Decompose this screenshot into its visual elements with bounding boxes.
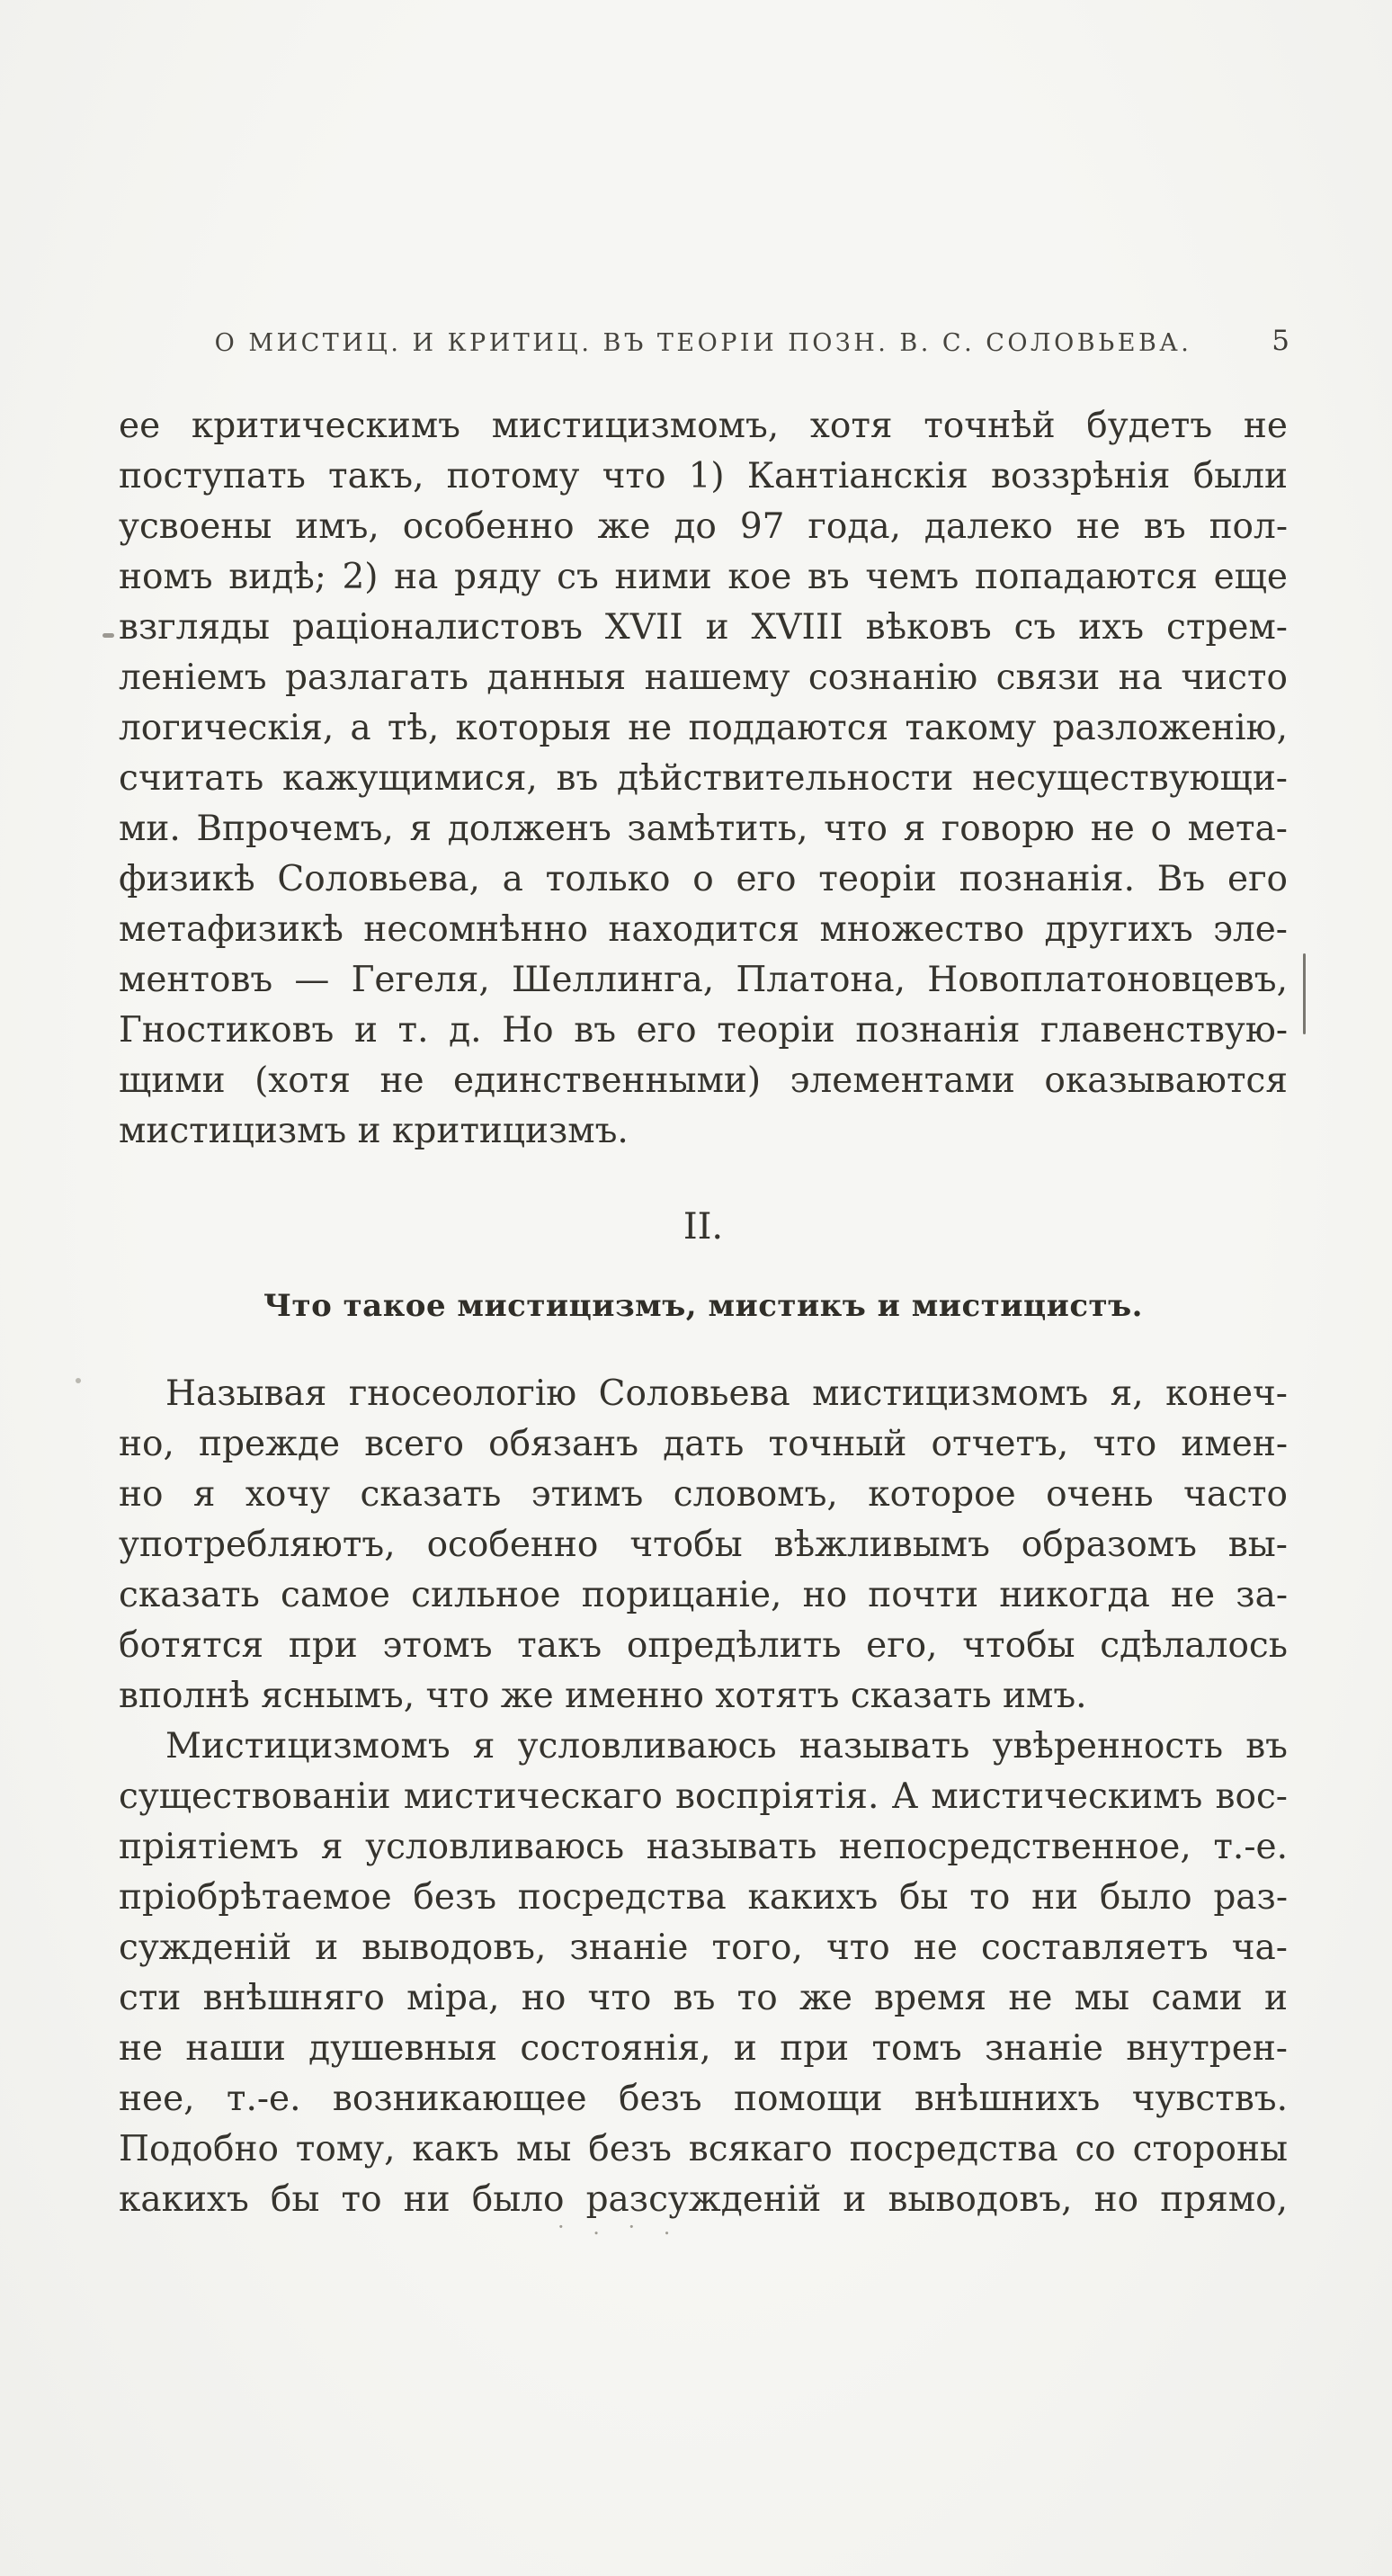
text-line: Гностиковъ и т. д. Но въ его теоріи познанія главенствую-	[119, 1010, 1288, 1051]
text-line: считать кажущимися, въ дѣйствительности несуществующи-	[119, 758, 1288, 799]
paragraph-continuation	[119, 401, 1288, 1157]
text-line: пріобрѣтаемое безъ посредства какихъ бы то ни было раз-	[119, 1877, 1288, 1918]
text-line: Мистицизмомъ я условливаюсь называть увѣренность въ	[165, 1726, 1288, 1767]
text-line: Подобно тому, какъ мы безъ всякаго посредства со стороны	[119, 2129, 1288, 2169]
page-header	[119, 325, 1289, 357]
text-line: сти внѣшняго міра, но что въ то же время не мы сами и	[119, 1978, 1288, 2018]
text-line: ботятся при этомъ такъ опредѣлить его, чтобы сдѣлалось	[119, 1625, 1288, 1666]
page-number: 5	[1272, 325, 1289, 357]
text-line: метафизикѣ несомнѣнно находится множество другихъ эле-	[119, 909, 1288, 950]
text-line: щими (хотя не единственными) элементами оказываются	[119, 1060, 1288, 1101]
text-line: ми. Впрочемъ, я долженъ замѣтить, что я говорю не о мета-	[119, 809, 1288, 849]
scan-specks-bottom: · . · .	[558, 2214, 682, 2240]
text-line: ее критическимъ мистицизмомъ, хотя точнѣй будетъ не	[119, 406, 1288, 446]
text-line: употребляютъ, особенно чтобы вѣжливымъ образомъ вы-	[119, 1525, 1288, 1565]
text-line: но я хочу сказать этимъ словомъ, которое очень часто	[119, 1474, 1288, 1515]
text-line: поступать такъ, потому что 1) Кантіанскія воззрѣнія были	[119, 456, 1288, 496]
text-line: физикѣ Соловьева, а только о его теоріи познанія. Въ его	[119, 859, 1288, 899]
text-line: но, прежде всего обязанъ дать точный отчетъ, что имен-	[119, 1424, 1288, 1464]
running-title: О МИСТИЦ. И КРИТИЦ. ВЪ ТЕОРІИ ПОЗН. В. С. СОЛОВЬЕВА.	[214, 329, 1192, 357]
text-line: нее, т.-е. возникающее безъ помощи внѣшнихъ чувствъ.	[119, 2079, 1288, 2119]
paragraph-mysticism-definition	[119, 1722, 1288, 2225]
text-line: усвоены имъ, особенно же до 97 года, далеко не въ пол-	[119, 506, 1288, 547]
text-line: сказать самое сильное порицаніе, но почти никогда не за-	[119, 1575, 1288, 1615]
scan-speck-left-margin	[103, 633, 114, 638]
section-number: II.	[683, 1206, 724, 1248]
text-line: взгляды раціоналистовъ XVII и XVIII вѣковъ съ ихъ стрем-	[119, 607, 1288, 648]
text-line: ментовъ — Гегеля, Шеллинга, Платона, Новоплатоновцевъ,	[119, 960, 1288, 1000]
text-line: вполнѣ яснымъ, что же именно хотятъ сказать имъ.	[119, 1676, 1087, 1716]
text-block	[119, 401, 1288, 2225]
text-line: леніемъ разлагать данныя нашему сознанію связи на чисто	[119, 657, 1288, 698]
text-line: сужденій и выводовъ, знаніе того, что не составляетъ ча-	[119, 1928, 1288, 1968]
margin-pencil-mark	[1303, 953, 1306, 1034]
text-line: логическія, а тѣ, которыя не поддаются такому разложенію,	[119, 708, 1288, 748]
text-line: номъ видѣ; 2) на ряду съ ними кое въ чемъ попадаются еще	[119, 557, 1288, 597]
text-line: существованіи мистическаго воспріятія. А мистическимъ вос-	[119, 1776, 1288, 1817]
text-line: мистицизмъ и критицизмъ.	[119, 1111, 629, 1151]
scan-dot-left-margin	[76, 1378, 81, 1383]
text-line: какихъ бы то ни было разсужденій и выводовъ, но прямо,	[119, 2179, 1288, 2220]
subheading: Что такое мистицизмъ, мистикъ и мистицистъ.	[263, 1288, 1143, 1324]
text-line: пріятіемъ я условливаюсь называть непосредственное, т.-е.	[119, 1827, 1288, 1867]
paragraph-definition-intro	[119, 1369, 1288, 1722]
text-line: не наши душевныя состоянія, и при томъ знаніе внутрен-	[119, 2028, 1288, 2069]
text-line: Называя гносеологію Соловьева мистицизмомъ я, конеч-	[165, 1373, 1288, 1414]
